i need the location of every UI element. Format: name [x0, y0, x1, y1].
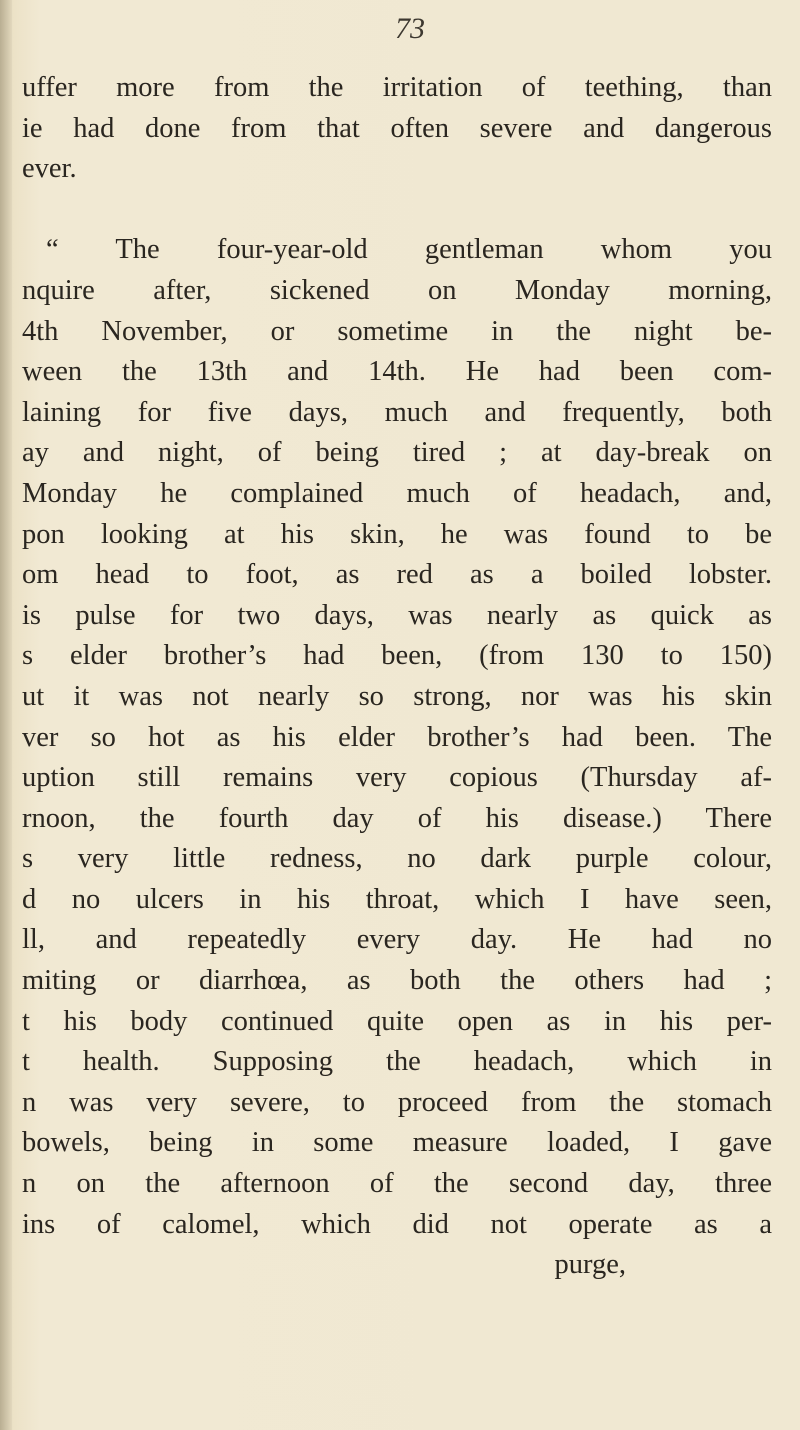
text-line: d no ulcers in his throat, which I have seen, — [22, 883, 772, 915]
text-line: n on the afternoon of the second day, three — [22, 1168, 772, 1200]
text-line: bowels, being in some measure loaded, I gave — [22, 1127, 772, 1159]
text-line: ay and night, of being tired ; at day-break on — [22, 437, 772, 469]
text-line: t his body continued quite open as in his per- — [22, 1005, 772, 1037]
text-line: “ The four-year-old gentleman whom you — [46, 234, 772, 266]
text-line: uption still remains very copious (Thursday af- — [22, 762, 772, 794]
text-line: n was very severe, to proceed from the stomach — [22, 1086, 772, 1118]
body-text — [0, 68, 796, 1286]
text-line: ins of calomel, which did not operate as a — [22, 1208, 772, 1240]
text-line: ut it was not nearly so strong, nor was his skin — [22, 680, 772, 712]
text-line: ween the 13th and 14th. He had been com- — [22, 356, 772, 388]
text-line: rnoon, the fourth day of his disease.) There — [22, 802, 772, 834]
text-line: s elder brother’s had been, (from 130 to 150) — [22, 640, 772, 672]
text-line: ie had done from that often severe and dangerous — [22, 112, 772, 144]
paragraph-gap — [0, 190, 796, 231]
text-line: miting or diarrhœa, as both the others had ; — [22, 965, 772, 997]
page-number: 73 — [395, 12, 425, 45]
text-line: Monday he complained much of headach, and, — [22, 477, 772, 509]
catchword: purge, — [554, 1249, 626, 1281]
text-line: t health. Supposing the headach, which in — [22, 1046, 772, 1078]
text-line: laining for five days, much and frequently, both — [22, 396, 772, 428]
text-line: is pulse for two days, was nearly as quick as — [22, 599, 772, 631]
text-line: 4th November, or sometime in the night be- — [22, 315, 772, 347]
text-line: uffer more from the irritation of teething, than — [22, 72, 772, 103]
text-line: ever. — [22, 153, 77, 185]
text-line: pon looking at his skin, he was found to be — [22, 518, 772, 550]
text-line: nquire after, sickened on Monday morning, — [22, 274, 772, 306]
text-line: ll, and repeatedly every day. He had no — [22, 924, 772, 956]
text-line: ver so hot as his elder brother’s had been. The — [22, 721, 772, 753]
text-line: s very little redness, no dark purple colour, — [22, 843, 772, 875]
text-line: om head to foot, as red as a boiled lobster. — [22, 559, 772, 591]
